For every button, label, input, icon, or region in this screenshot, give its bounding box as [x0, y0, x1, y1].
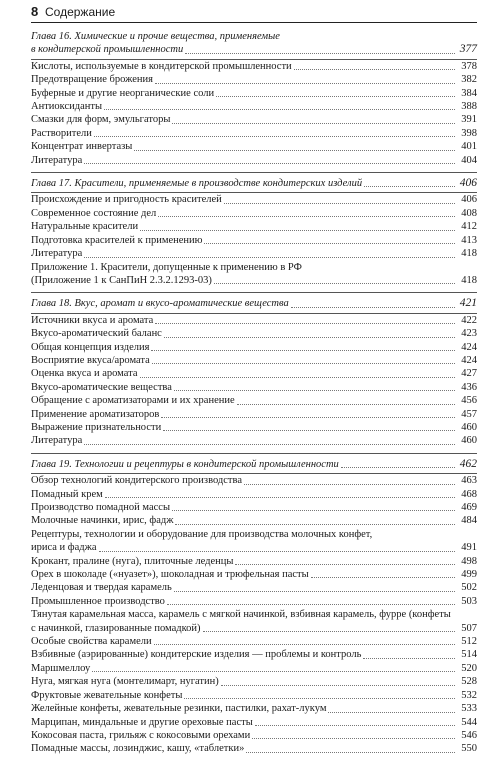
- page-ref: 468: [461, 488, 477, 500]
- toc-entry: [31, 60, 477, 73]
- entry-title-text: Концентрат инвертазы: [31, 141, 133, 153]
- toc-entry: [31, 648, 477, 661]
- entry-title-text: Обращение с ароматизаторами и их хранение: [31, 395, 235, 407]
- dot-leader: [151, 350, 455, 351]
- toc-entry: [31, 100, 477, 113]
- dot-leader: [84, 163, 455, 164]
- page-ref: 412: [461, 221, 477, 233]
- dot-leader: [163, 430, 455, 431]
- running-title: Содержание: [45, 5, 116, 19]
- entry-title-text: Смазки для форм, эмульгаторы: [31, 114, 171, 126]
- page-ref: 427: [461, 368, 477, 380]
- toc-entry: [31, 367, 477, 380]
- entry-title-text: Вкусо-ароматические вещества: [31, 381, 172, 393]
- toc-entry-line: [31, 528, 477, 541]
- page-ref: 391: [461, 114, 477, 126]
- entry-title-text: Приложение 1. Красители, допущенные к применению в РФ: [31, 261, 302, 273]
- toc-entry: [31, 689, 477, 702]
- entry-title-text: Фруктовые жевательные конфеты: [31, 689, 183, 701]
- entry-title-text: ириса и фаджа: [31, 542, 97, 554]
- dot-leader: [364, 186, 455, 187]
- toc-entry: [31, 555, 477, 568]
- chapter-section: [31, 292, 477, 450]
- dot-leader: [363, 658, 455, 659]
- page-ref: 503: [461, 595, 477, 607]
- entry-title-text: Нуга, мягкая нуга (монтелимарт, нугатин): [31, 676, 219, 688]
- dot-leader: [203, 631, 455, 632]
- toc-entry: [31, 193, 477, 206]
- entry-title-text: Оценка вкуса и аромата: [31, 368, 138, 380]
- dot-leader: [174, 591, 455, 592]
- toc-entry: [31, 501, 477, 514]
- page-ref: 460: [461, 421, 477, 433]
- page-ref: 436: [461, 381, 477, 393]
- dot-leader: [185, 53, 455, 54]
- dot-leader: [134, 150, 455, 151]
- toc-entry: [31, 675, 477, 688]
- page-ref: 550: [461, 743, 477, 755]
- chapter-title-text: в кондитерской промышленности: [31, 44, 184, 56]
- page-ref: 377: [459, 43, 477, 56]
- toc-entry: [31, 327, 477, 340]
- entry-title-text: Помадный крем: [31, 488, 103, 500]
- toc-entry: [31, 581, 477, 594]
- entry-title-text: Молочные начинки, ирис, фадж: [31, 515, 174, 527]
- page-ref: 469: [461, 502, 477, 513]
- page-ref: 413: [461, 234, 477, 246]
- page-ref: 512: [461, 636, 477, 648]
- toc-entry: [31, 127, 477, 140]
- entry-title-text: Маршмеллоу: [31, 662, 91, 674]
- entry-title-text: Марципан, миндальные и другие ореховые пасты: [31, 716, 253, 728]
- chapter-title-text: Глава 17. Красители, применяемые в производстве кондитерских изделий: [31, 178, 363, 190]
- dot-leader: [164, 337, 455, 338]
- dot-leader: [152, 363, 455, 364]
- toc-entry: [31, 408, 477, 421]
- page-ref: 408: [461, 207, 477, 219]
- dot-leader: [341, 467, 455, 468]
- dot-leader: [94, 136, 455, 137]
- entry-title-text: Буферные и другие неорганические соли: [31, 87, 215, 99]
- dot-leader: [255, 725, 455, 726]
- entry-title-text: Крокант, пралине (нуга), плиточные леденцы: [31, 555, 234, 567]
- toc-entry: [31, 514, 477, 527]
- entry-title-text: Восприятие вкуса/аромата: [31, 354, 150, 366]
- entry-title-text: Применение ароматизаторов: [31, 408, 160, 420]
- toc-entry: [31, 742, 477, 755]
- page-ref: 498: [461, 555, 477, 567]
- dot-leader: [155, 83, 455, 84]
- entry-title-text: Рецептуры, технологии и оборудование для производства молочных конфет,: [31, 528, 373, 540]
- dot-leader: [294, 69, 455, 70]
- dot-leader: [311, 577, 455, 578]
- toc-entry: [31, 220, 477, 233]
- entry-title-text: Антиоксиданты: [31, 101, 103, 113]
- toc-entry: [31, 595, 477, 608]
- dot-leader: [154, 644, 455, 645]
- entry-title-text: Промышленное производство: [31, 595, 165, 607]
- page-ref: 484: [461, 515, 477, 527]
- toc-entry: [31, 662, 477, 675]
- dot-leader: [174, 390, 455, 391]
- toc-entry: [31, 87, 477, 100]
- entry-title-text: Кислоты, используемые в кондитерской промышленности: [31, 60, 292, 72]
- dot-leader: [172, 510, 455, 511]
- dot-leader: [204, 243, 455, 244]
- page-ref: 544: [461, 716, 477, 728]
- dot-leader: [175, 524, 455, 525]
- entry-title-text: Литература: [31, 435, 83, 447]
- toc-entry: [31, 140, 477, 153]
- entry-title-text: Желейные конфеты, жевательные резинки, пастилки, рахат-лукум: [31, 703, 327, 715]
- page-ref: 404: [461, 154, 477, 166]
- entry-title-text: Вкусо-ароматический баланс: [31, 328, 162, 340]
- toc-entry: [31, 729, 477, 742]
- dot-leader: [84, 444, 455, 445]
- entry-title-text: Взбивные (аэрированные) кондитерские изделия — проблемы и контроль: [31, 649, 362, 661]
- page-ref: 507: [461, 622, 477, 634]
- dot-leader: [224, 203, 455, 204]
- dot-leader: [140, 230, 455, 231]
- entry-title-text: Подготовка красителей к применению: [31, 234, 203, 246]
- dot-leader: [221, 685, 455, 686]
- dot-leader: [237, 404, 455, 405]
- entry-title-text: Выражение признательности: [31, 421, 162, 433]
- page-ref: 406: [459, 177, 477, 190]
- dot-leader: [140, 377, 456, 378]
- chapter-heading: [31, 297, 477, 310]
- page-ref: 398: [461, 127, 477, 139]
- page-ref: 528: [461, 676, 477, 688]
- toc-entry: [31, 541, 477, 554]
- toc-entry: [31, 622, 477, 635]
- entry-title-text: Помадные массы, лозинджис, кашу, «таблетки»: [31, 743, 245, 755]
- dot-leader: [246, 752, 455, 753]
- entry-title-text: (Приложение 1 к СанПиН 2.3.2.1293-03): [31, 274, 212, 286]
- page-ref: 520: [461, 662, 477, 674]
- dot-leader: [216, 96, 455, 97]
- entry-title-text: Источники вкуса и аромата: [31, 314, 154, 326]
- toc-entry-line: [31, 608, 477, 621]
- table-of-contents: [31, 30, 477, 759]
- toc-entry: [31, 434, 477, 447]
- toc-entry: [31, 394, 477, 407]
- page-ref: 378: [461, 60, 477, 72]
- entry-title-text: с начинкой, глазированные помадкой): [31, 622, 201, 634]
- page-ref: 384: [461, 87, 477, 99]
- page-ref: 421: [459, 297, 477, 310]
- chapter-section: [31, 30, 477, 170]
- entry-title-text: Обзор технологий кондитерского производства: [31, 475, 242, 487]
- chapter-heading: [31, 458, 477, 471]
- dot-leader: [92, 671, 455, 672]
- page-ref: 499: [461, 569, 477, 581]
- toc-entry: [31, 113, 477, 126]
- dot-leader: [104, 109, 455, 110]
- entry-title-text: Современное состояние дел: [31, 207, 157, 219]
- toc-entry: [31, 274, 477, 287]
- toc-entry: [31, 341, 477, 354]
- page-ref: 406: [461, 194, 477, 206]
- dot-leader: [161, 417, 455, 418]
- toc-entry: [31, 154, 477, 167]
- dot-leader: [291, 307, 455, 308]
- dot-leader: [105, 497, 455, 498]
- chapter-heading-line: [31, 30, 477, 43]
- chapter-title-text: Глава 19. Технологии и рецептуры в кондитерской промышленности: [31, 458, 339, 470]
- toc-entry: [31, 314, 477, 327]
- chapter-heading: [31, 43, 477, 56]
- chapter-title-text: Глава 16. Химические и прочие вещества, применяемые: [31, 31, 280, 42]
- chapter-title-text: Глава 18. Вкус, аромат и вкусо-ароматические вещества: [31, 298, 289, 310]
- dot-leader: [99, 551, 455, 552]
- page-ref: 418: [461, 248, 477, 260]
- entry-title-text: Происхождение и пригодность красителей: [31, 194, 222, 206]
- entry-title-text: Растворители: [31, 127, 92, 139]
- page-ref: 532: [461, 689, 477, 701]
- page-ref: 546: [461, 729, 477, 741]
- chapter-heading: [31, 177, 477, 190]
- dot-leader: [84, 257, 455, 258]
- entry-title-text: Производство помадной массы: [31, 502, 171, 513]
- page-ref: 533: [461, 703, 477, 715]
- dot-leader: [214, 283, 455, 284]
- toc-entry-line: [31, 261, 477, 274]
- dot-leader: [167, 604, 455, 605]
- toc-entry: [31, 702, 477, 715]
- entry-title-text: Тянутая карамельная масса, карамель с мягкой начинкой, взбивная карамель, фурре (конфеты: [31, 609, 451, 621]
- chapter-section: [31, 172, 477, 290]
- dot-leader: [155, 323, 455, 324]
- entry-title-text: Натуральные красители: [31, 221, 139, 233]
- page-ref: 491: [461, 542, 477, 554]
- page-ref: 462: [459, 457, 477, 470]
- page-ref: 423: [461, 328, 477, 340]
- toc-entry: [31, 421, 477, 434]
- entry-title-text: Общая концепция изделия: [31, 341, 150, 353]
- toc-entry: [31, 568, 477, 581]
- toc-entry: [31, 381, 477, 394]
- entry-title-text: Особые свойства карамели: [31, 636, 152, 648]
- dot-leader: [252, 738, 455, 739]
- entry-title-text: Литература: [31, 248, 83, 260]
- toc-entry: [31, 73, 477, 86]
- page-ref: 460: [461, 435, 477, 447]
- page-ref: 422: [461, 314, 477, 326]
- entry-title-text: Предотвращение брожения: [31, 74, 153, 86]
- page-header: [31, 4, 477, 23]
- dot-leader: [172, 123, 455, 124]
- entry-title-text: Леденцовая и твердая карамель: [31, 582, 172, 594]
- dot-leader: [328, 712, 455, 713]
- toc-entry: [31, 234, 477, 247]
- entry-title-text: Литература: [31, 154, 83, 166]
- toc-entry: [31, 488, 477, 501]
- page-ref: 514: [461, 649, 477, 661]
- page-ref: 463: [461, 475, 477, 487]
- dot-leader: [158, 216, 455, 217]
- page-ref: 418: [461, 274, 477, 286]
- dot-leader: [244, 484, 455, 485]
- page-ref: 457: [461, 408, 477, 420]
- entry-title-text: Кокосовая паста, грильяж с кокосовыми орехами: [31, 729, 251, 741]
- page-ref: 424: [461, 354, 477, 366]
- dot-leader: [184, 698, 455, 699]
- chapter-section: [31, 453, 477, 759]
- page-ref: 382: [461, 74, 477, 86]
- page-ref: 388: [461, 101, 477, 113]
- toc-entry: [31, 474, 477, 487]
- toc-entry: [31, 716, 477, 729]
- page-ref: 502: [461, 582, 477, 594]
- page-number: 8: [31, 4, 39, 19]
- toc-entry: [31, 635, 477, 648]
- toc-entry: [31, 207, 477, 220]
- toc-entry: [31, 247, 477, 260]
- page-ref: 456: [461, 395, 477, 407]
- toc-entry: [31, 354, 477, 367]
- entry-title-text: Орех в шоколаде («нуазет»), шоколадная и трюфельная пасты: [31, 569, 309, 581]
- page-ref: 424: [461, 341, 477, 353]
- page-ref: 401: [461, 141, 477, 153]
- dot-leader: [235, 564, 455, 565]
